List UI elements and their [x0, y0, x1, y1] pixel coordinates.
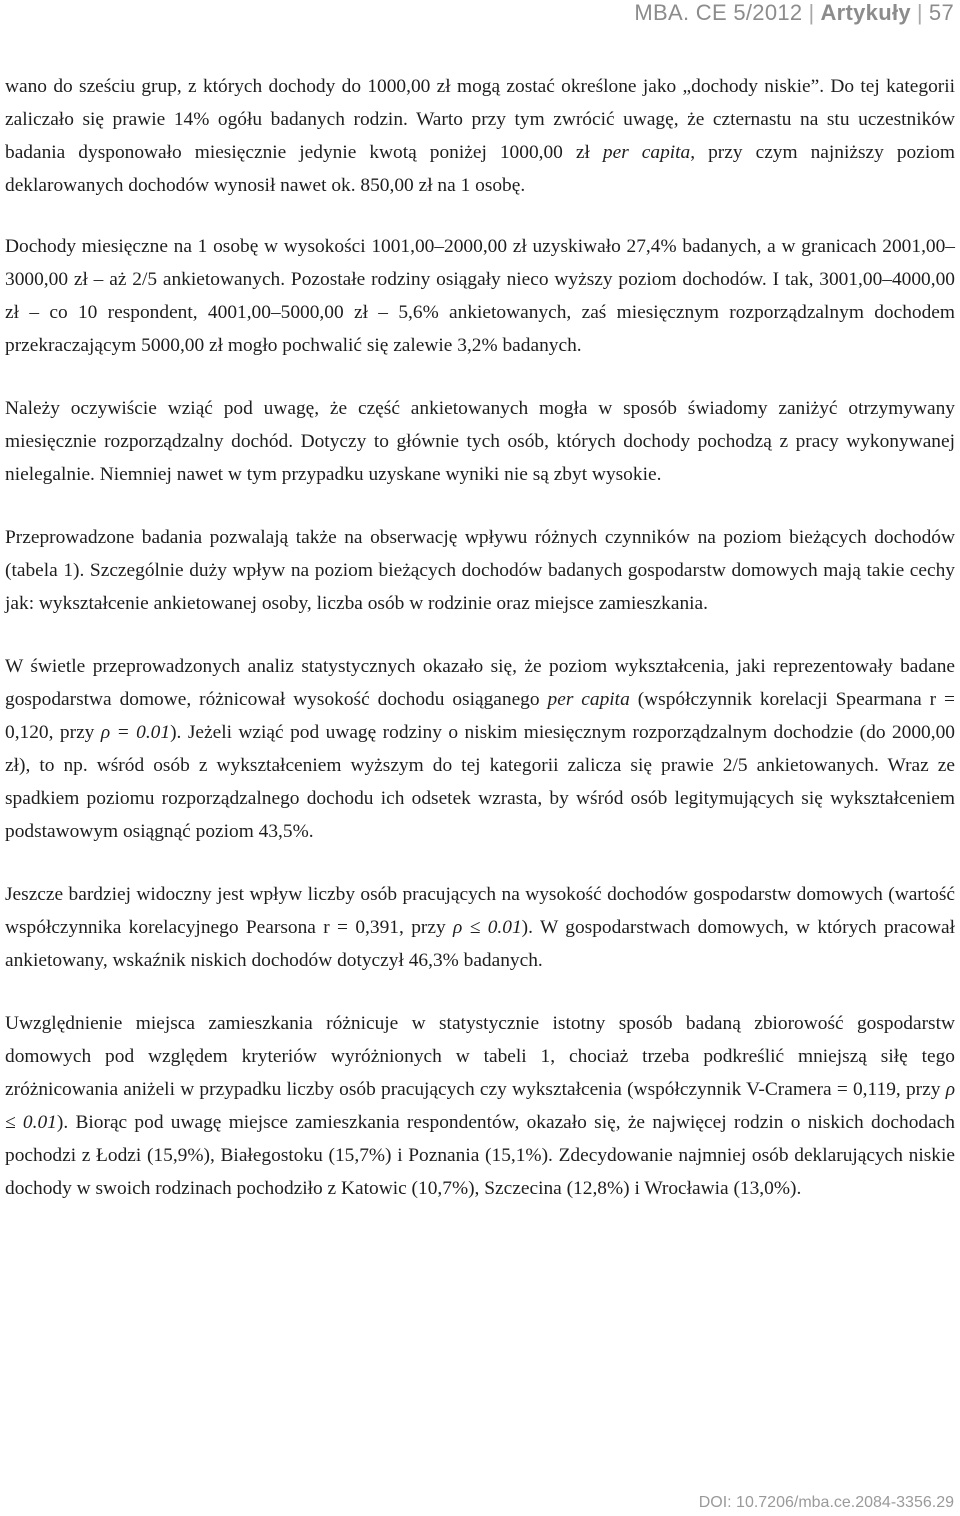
paragraph	[5, 230, 955, 362]
journal-name: MBA. CE 5/2012	[634, 0, 803, 25]
paragraph-italic-text: ρ ≤ 0.01	[5, 1079, 955, 1133]
article-body	[5, 70, 955, 1235]
page-number: 57	[928, 0, 954, 25]
paragraph-text: Przeprowadzone badania pozwalają także na obserwację wpływu różnych czynników na poziom bieżących dochodów (tabela 1). Szczególnie duży wpływ na poziom bieżących dochodów badanych gospodarstw domowych mają takie cechy jak: wykształcenie ankietowanej osoby, liczba osób w rodzinie oraz miejsce zamieszkania.	[5, 527, 955, 614]
paragraph-text: ). W gospodarstwach domowych, w których pracował ankietowany, wskaźnik niskich dochodów dotyczył 46,3% badanych.	[5, 917, 955, 971]
paragraph-text: Należy oczywiście wziąć pod uwagę, że część ankietowanych mogła w sposób świadomy zaniżyć otrzymywany miesięcznie rozporządzalny dochód. Dotyczy to głównie tych osób, których dochody pochodzą z pracy wykonywanej nielegalnie. Niemniej nawet w tym przypadku uzyskane wyniki nie są zbyt wysokie.	[5, 398, 955, 485]
paragraph-text: Jeszcze bardziej widoczny jest wpływ liczby osób pracujących na wysokość dochodów gospodarstw domowych (wartość współczynnika korelacyjnego Pearsona r = 0,391, przy	[5, 884, 955, 938]
paragraph-text: (współczynnik korelacji Spearmana r = 0,120, przy	[5, 689, 955, 743]
running-header	[634, 0, 954, 30]
paragraph-italic-text: ρ ≤ 0.01	[453, 917, 522, 938]
paragraph	[5, 1007, 955, 1205]
header-separator: |	[916, 0, 923, 25]
paragraph	[5, 521, 955, 620]
paragraph-text: ). Jeżeli wziąć pod uwagę rodziny o niskim miesięcznym rozporządzalnym dochodzie (do 2000,00 zł), to np. wśród osób z wykształceniem wyższym do tej kategorii zalicza się prawie 2/5 ankietowanych. Wraz ze spadkiem poziomu rozporządzalnego dochodu ich odsetek wzrasta, by wśród osób legitymujących się wykształceniem podstawowym osiągnąć poziom 43,5%.	[5, 722, 955, 842]
paragraph	[5, 878, 955, 977]
paragraph-italic-text: per capita	[547, 689, 630, 710]
paragraph	[5, 650, 955, 848]
paragraph-text: W świetle przeprowadzonych analiz statystycznych okazało się, że poziom wykształcenia, jaki reprezentowały badane gospodarstwa domowe, różnicował wysokość dochodu osiąganego	[5, 656, 955, 710]
paragraph-text: ). Biorąc pod uwagę miejsce zamieszkania respondentów, okazało się, że najwięcej rodzin o niskich dochodach pochodzi z Łodzi (15,9%), Białegostoku (15,7%) i Poznania (15,1%). Zdecydowanie najmniej osób deklarujących niskie dochody w swoich rodzinach pochodziło z Katowic (10,7%), Szczecina (12,8%) i Wrocławia (13,0%).	[5, 1112, 955, 1199]
paragraph	[5, 70, 955, 202]
paragraph-text: wano do sześciu grup, z których dochody do 1000,00 zł mogą zostać określone jako „dochody niskie”. Do tej kategorii zaliczało się prawie 14% ogółu badanych rodzin. Warto przy tym zwrócić uwagę, że czternastu na stu uczestników badania dysponowało miesięcznie jedynie kwotą poniżej 1000,00 zł	[5, 76, 955, 163]
paragraph-text: , przy czym najniższy poziom deklarowanych dochodów wynosił nawet ok. 850,00 zł na 1 osobę.	[5, 142, 955, 196]
doi-footer: DOI: 10.7206/mba.ce.2084-3356.29	[698, 1494, 954, 1511]
paragraph-italic-text: per capita	[602, 142, 691, 163]
paragraph-italic-text: ρ = 0.01	[100, 722, 171, 743]
paragraph-text: Uwzględnienie miejsca zamieszkania różnicuje w statystycznie istotny sposób badaną zbiorowość gospodarstw domowych pod względem kryteriów wyróżnionych w tabeli 1, chociaż trzeba podkreślić mniejszą siłę tego zróżnicowania aniżeli w przypadku liczby osób pracujących czy wykształcenia (współczynnik V-Cramera = 0,119, przy	[5, 1013, 955, 1100]
header-separator: |	[808, 0, 815, 25]
paragraph-text: Dochody miesięczne na 1 osobę w wysokości 1001,00–2000,00 zł uzyskiwało 27,4% badanych, a w granicach 2001,00–3000,00 zł – aż 2/5 ankietowanych. Pozostałe rodziny osiągały nieco wyższy poziom dochodów. I tak, 3001,00–4000,00 zł – co 10 respondent, 4001,00–5000,00 zł – 5,6% ankietowanych, zaś miesięcznym rozporządzalnym dochodem przekraczającym 5000,00 zł mogło pochwalić się zalewie 3,2% badanych.	[5, 236, 955, 356]
section-name: Artykuły	[820, 0, 911, 25]
paragraph	[5, 392, 955, 491]
